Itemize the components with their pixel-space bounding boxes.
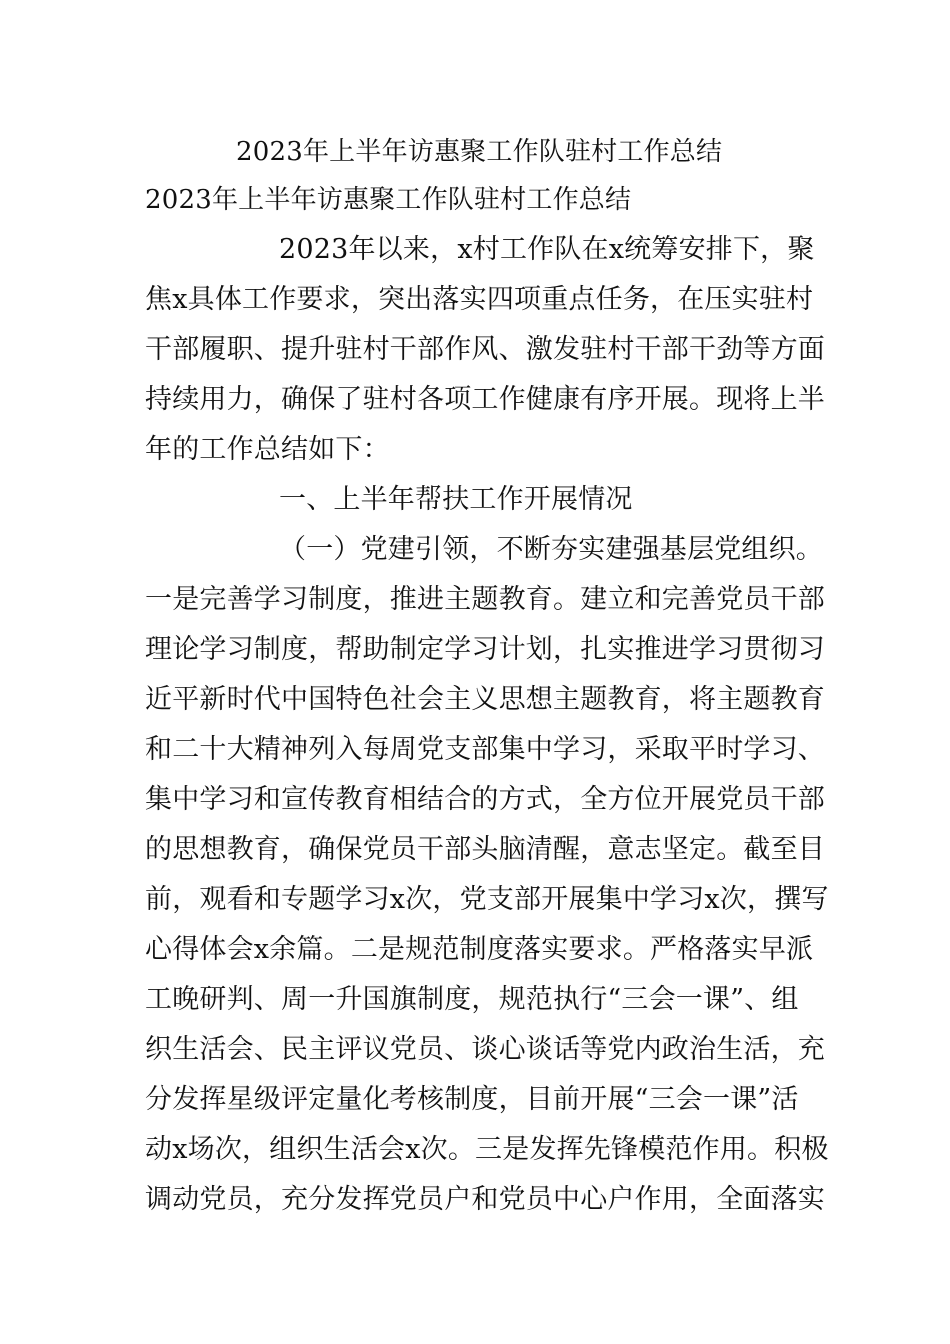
paragraph-line: 2023年以来，x村工作队在x统筹安排下，聚: [279, 234, 815, 265]
paragraph-line: 干部履职、提升驻村干部作风、激发驻村干部干劲等方面: [145, 334, 825, 365]
paragraph-line: 织生活会、民主评议党员、谈心谈话等党内政治生活，充: [145, 1034, 825, 1065]
section-heading: 一、上半年帮扶工作开展情况: [279, 484, 633, 515]
paragraph-line: 持续用力，确保了驻村各项工作健康有序开展。现将上半: [145, 384, 825, 415]
paragraph-line: 近平新时代中国特色社会主义思想主题教育，将主题教育: [145, 684, 825, 715]
paragraph-line: 和二十大精神列入每周党支部集中学习，采取平时学习、: [145, 734, 825, 765]
paragraph-line: 一是完善学习制度，推进主题教育。建立和完善党员干部: [145, 584, 825, 615]
paragraph-line: 动x场次，组织生活会x次。三是发挥先锋模范作用。积极: [145, 1134, 829, 1165]
paragraph-line: 集中学习和宣传教育相结合的方式，全方位开展党员干部: [145, 784, 825, 815]
paragraph-line: 分发挥星级评定量化考核制度，目前开展“三会一课”活: [145, 1084, 799, 1115]
paragraph-line: 心得体会x余篇。二是规范制度落实要求。严格落实早派: [145, 934, 814, 965]
paragraph-line: 调动党员，充分发挥党员户和党员中心户作用，全面落实: [145, 1184, 825, 1215]
paragraph-line: 理论学习制度，帮助制定学习计划，扎实推进学习贯彻习: [145, 634, 825, 665]
document-subtitle: 2023年上半年访惠聚工作队驻村工作总结: [145, 185, 632, 215]
subsection-heading: （一）党建引领，不断夯实建强基层党组织。: [279, 534, 823, 565]
paragraph-line: 年的工作总结如下：: [145, 434, 390, 465]
paragraph-line: 的思想教育，确保党员干部头脑清醒，意志坚定。截至目: [145, 834, 825, 865]
paragraph-line: 工晚研判、周一升国旗制度，规范执行“三会一课”、组: [145, 984, 799, 1015]
document-title: 2023年上半年访惠聚工作队驻村工作总结: [236, 137, 723, 167]
paragraph-line: 前，观看和专题学习x次，党支部开展集中学习x次，撰写: [145, 884, 829, 915]
paragraph-line: 焦x具体工作要求，突出落实四项重点任务，在压实驻村: [145, 284, 814, 315]
